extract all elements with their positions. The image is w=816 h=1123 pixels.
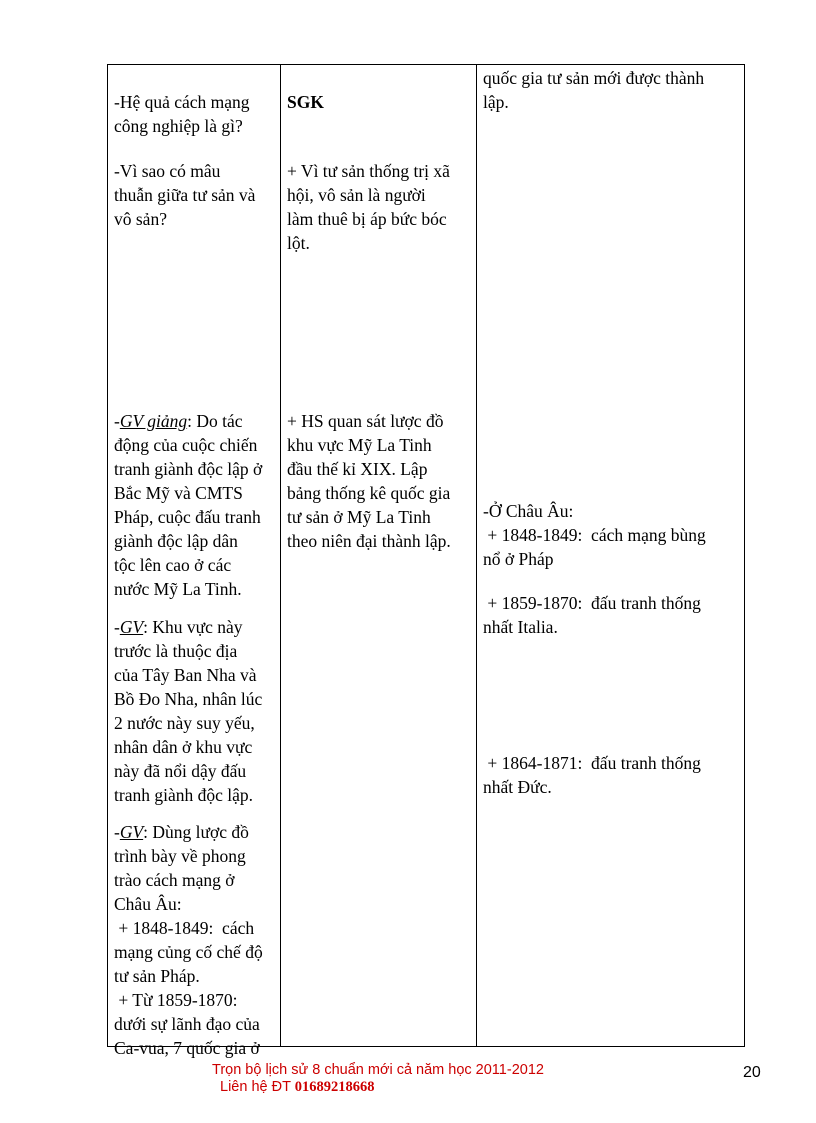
student-map-task: + HS quan sát lược đồ khu vực Mỹ La Tinh đầu thế kỉ XIX. Lập bảng thống kê quốc gia tư sản ở Mỹ La Tinh theo niên đại thành lập.	[287, 411, 451, 551]
table-row	[108, 65, 745, 1047]
answer-conflict: + Vì tư sản thống trị xã hội, vô sản là người làm thuê bị áp bức bóc lột.	[287, 161, 450, 253]
page-number: 20	[743, 1064, 761, 1081]
teacher-label: GV giảng	[119, 411, 188, 431]
teacher-note-colonies: -GV: Khu vực này trước là thuộc địa của Tây Ban Nha và Bồ Đo Nha, nhân lúc 2 nước này suy yếu, nhân dân ở khu vực này đã nổi dậy đấu tranh giành độc lập.	[114, 617, 263, 805]
footer-line-2: Liên hệ ĐT 01689218668	[220, 1079, 375, 1095]
europe-italy: + 1859-1870: đấu tranh thống nhất Italia.	[483, 593, 701, 637]
teacher-lecture-latin-america: -GV giảng: Do tác động của cuộc chiến tranh giành độc lập ở Bắc Mỹ và CMTS Pháp, cuộc đấu tranh giành độc lập dân tộc lên cao ở các nước Mỹ La Tinh.	[114, 411, 263, 599]
teacher-label: GV	[119, 822, 144, 842]
teacher-activity-column	[108, 65, 281, 1058]
sgk-reference: SGK	[287, 92, 324, 112]
question-conflict: -Vì sao có mâu thuẫn giữa tư sản và vô sản?	[114, 161, 256, 229]
europe-germany: + 1864-1871: đấu tranh thống nhất Đức.	[483, 753, 701, 797]
phone-number: 01689218668	[294, 1079, 375, 1095]
teacher-label: GV	[119, 617, 144, 637]
europe-title: -Ở Châu Âu:	[483, 501, 574, 521]
europe-section: -Ở Châu Âu: + 1848-1849: cách mạng bùng nổ ở Pháp	[483, 499, 738, 571]
question-consequences: -Hệ quả cách mạng công nghiệp là gì?	[114, 92, 250, 136]
footer-promo	[212, 1062, 544, 1096]
lesson-table	[107, 64, 745, 1058]
content-continuation: quốc gia tư sản mới được thành lập.	[483, 68, 705, 112]
content-column	[477, 65, 745, 1047]
teacher-map-europe: -GV: Dùng lược đồ trình bày về phong trào cách mạng ở Châu Âu: + 1848-1849: cách mạng củng cố chế độ tư sản Pháp. + Từ 1859-1870: dưới sự lãnh đạo của Ca-vua, 7 quốc gia ở	[114, 822, 263, 1058]
footer-line-1: Trọn bộ lịch sử 8 chuẩn mới cả năm học 2011-2012	[212, 1062, 544, 1078]
student-activity-column	[281, 65, 477, 1047]
